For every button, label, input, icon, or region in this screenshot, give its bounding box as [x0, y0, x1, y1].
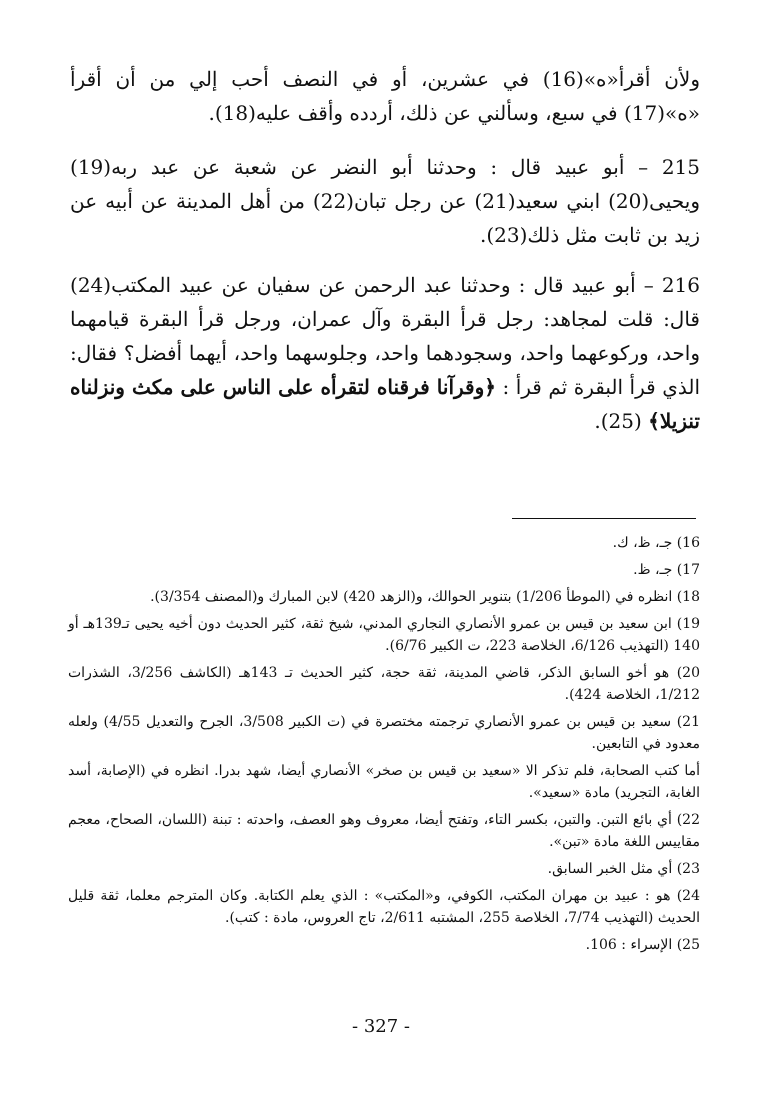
footnote-25: 25) الإسراء : 106.	[585, 937, 700, 953]
paragraph-intro: ولأن أقرأ«ه»(16) في عشرين، أو في النصف أحب إلي من أن أقرأ «ه»(17) في سبع، وسألني عن ذلك، أردده وأقف عليه(18).	[70, 67, 700, 125]
footnote-23: 23) أي مثل الخبر السابق.	[547, 861, 700, 877]
footnote-17: 17) جـ، ظ.	[633, 562, 700, 578]
footnote-24: 24) هو : عبيد بن مهران المكتب، الكوفي، و«المكتب» : الذي يعلم الكتابة. وكان المترجم معلما، ثقة قليل الحديث (التهذيب 7/74، الخلاصة 255، المشتبه 2/611، تاج العروس، مادة : كتب).	[68, 888, 700, 926]
paragraph-216	[70, 268, 700, 438]
page-number: - 327 -	[352, 1016, 410, 1037]
footnotes	[68, 532, 700, 961]
paragraph-216-text: 216 – أبو عبيد قال : وحدثنا عبد الرحمن عن سفيان عن عبيد المكتب(24) قال: قلت لمجاهد: رجل قرأ البقرة وآل عمران، ورجل قرأ البقرة قيامهما واحد، وركوعهما واحد، وسجودهما واحد، وجلوسهما واحد، أيهما أفضل؟ فقال: الذي قرأ البقرة ثم قرأ :	[70, 273, 701, 399]
main-text	[70, 62, 700, 454]
footnote-21: 21) سعيد بن قيس بن عمرو الأنصاري ترجمته مختصرة في (ت الكبير 3/508، الجرح والتعديل 4/55) ولعله معدود في التابعين.	[68, 714, 700, 752]
paragraph-215: 215 – أبو عبيد قال : وحدثنا أبو النضر عن شعبة عن عبد ربه(19) ويحيى(20) ابني سعيد(21) عن رجل تبان(22) من أهل المدينة عن أبيه عن زيد بن ثابت مثل ذلك(23).	[70, 155, 700, 247]
footnote-divider	[512, 518, 696, 519]
footnote-16: 16) جـ، ظ، ك.	[612, 535, 700, 551]
footnote-22: 22) أي بائع التبن. والتبن، بكسر التاء، وتفتح أيضا، معروف وهو العصف، واحدته : تبنة (اللسان، الصحاح، معجم مقاييس اللغة مادة «تبن».	[68, 812, 700, 850]
footnote-18: 18) انظره في (الموطأ 1/206) بتنوير الحوالك، و(الزهد 420) لابن المبارك و(المصنف 3/354).	[150, 589, 700, 605]
quran-quote-ref: (25).	[594, 409, 642, 433]
footnote-21-continued: أما كتب الصحابة، فلم تذكر الا «سعيد بن قيس بن صخر» الأنصاري أيضا، شهد بدرا. انظره في (الإصابة، أسد الغابة، التجريد) مادة «سعيد».	[68, 763, 700, 801]
footnote-20: 20) هو أخو السابق الذكر، قاضي المدينة، ثقة حجة، كثير الحديث تـ 143هـ (الكاشف 3/256، الشذرات 1/212، الخلاصة 424).	[68, 665, 700, 703]
footnote-19: 19) ابن سعيد بن قيس بن عمرو الأنصاري النجاري المدني، شيخ ثقة، كثير الحديث دون أخيه يحيى تـ139هـ أو 140 (التهذيب 6/126، الخلاصة 223، ت الكبير 6/76).	[68, 616, 701, 654]
quran-quote: ﴿وقرآنا فرقناه لتقرأه على الناس على مكث ونزلناه تنزيلا﴾	[70, 375, 700, 433]
